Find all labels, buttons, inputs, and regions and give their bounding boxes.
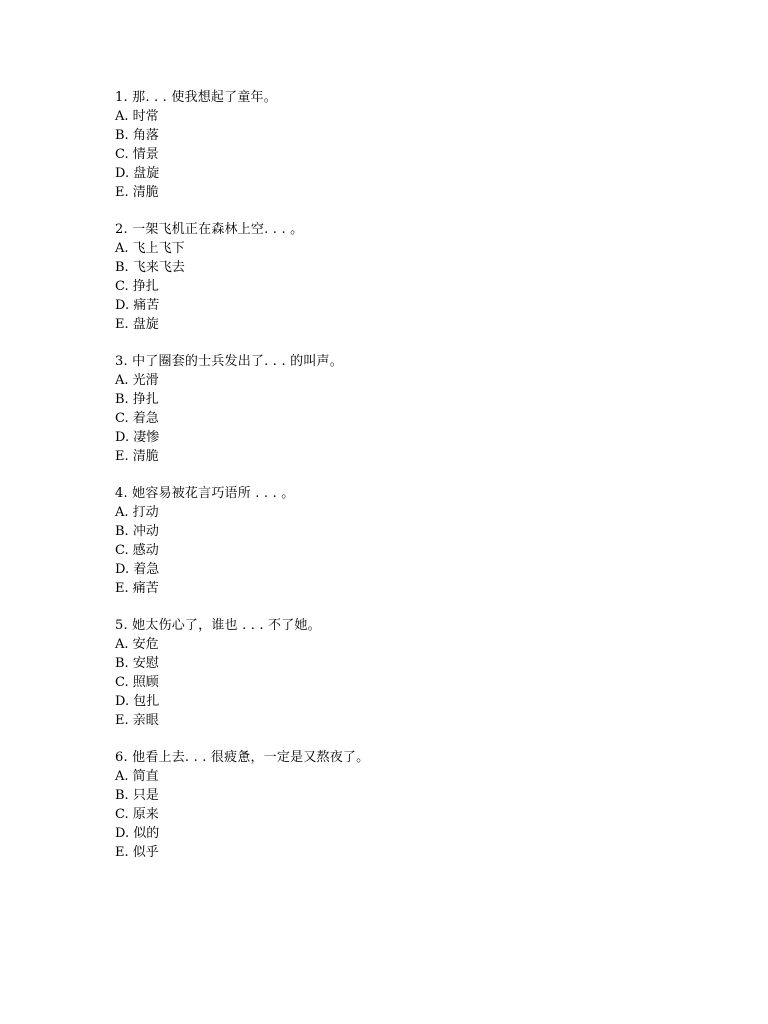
question-stem: 1. 那. . . 使我想起了童年。 [115,90,277,105]
option-e: E. 似乎 [115,845,159,860]
option-d: D. 似的 [115,826,160,841]
option-b: B. 冲动 [115,524,159,539]
option-b: B. 只是 [115,788,159,803]
option-e: E. 盘旋 [115,317,159,332]
question-stem: 5. 她太伤心了，谁也 . . . 不了她。 [115,618,321,633]
question-stem: 4. 她容易被花言巧语所 . . . 。 [115,486,295,501]
option-c: C. 着急 [115,411,159,426]
option-b: B. 安慰 [115,656,159,671]
option-c: C. 照顾 [115,675,159,690]
option-a: A. 打动 [115,505,159,520]
option-d: D. 痛苦 [115,298,160,313]
question-4 [115,484,675,598]
question-3 [115,352,675,466]
option-d: D. 着急 [115,562,160,577]
option-a: A. 光滑 [115,373,159,388]
option-a: A. 简直 [115,769,159,784]
option-c: C. 感动 [115,543,159,558]
option-b: B. 挣扎 [115,392,159,407]
quiz-document [115,88,675,880]
option-b: B. 角落 [115,128,159,143]
option-a: A. 安危 [115,637,159,652]
question-6 [115,748,675,862]
option-d: D. 凄惨 [115,430,160,445]
option-c: C. 挣扎 [115,279,159,294]
option-d: D. 盘旋 [115,166,160,181]
question-5 [115,616,675,730]
option-a: A. 时常 [115,109,159,124]
option-c: C. 原来 [115,807,159,822]
question-2 [115,220,675,334]
option-e: E. 清脆 [115,185,159,200]
question-stem: 2. 一架飞机正在森林上空. . . 。 [115,222,304,237]
option-e: E. 清脆 [115,449,159,464]
question-stem: 6. 他看上去. . . 很疲惫，一定是又熬夜了。 [115,750,370,765]
question-stem: 3. 中了圈套的士兵发出了. . . 的叫声。 [115,354,343,369]
option-c: C. 情景 [115,147,159,162]
option-a: A. 飞上飞下 [115,241,185,256]
option-e: E. 痛苦 [115,581,159,596]
option-d: D. 包扎 [115,694,160,709]
question-1 [115,88,675,202]
option-e: E. 亲眼 [115,713,159,728]
option-b: B. 飞来飞去 [115,260,185,275]
